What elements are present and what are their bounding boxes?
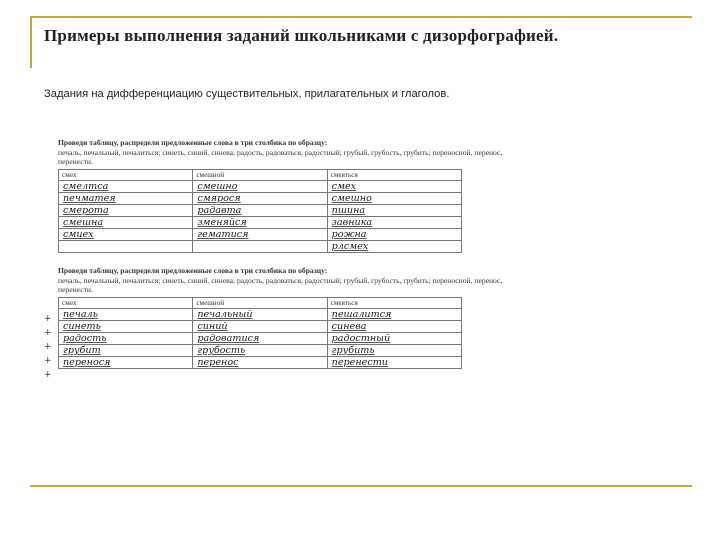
table-row-overflow bbox=[59, 240, 462, 252]
table-cell: пешалится bbox=[327, 308, 461, 320]
column-header: смеяться bbox=[327, 169, 461, 180]
table-cell: смешно bbox=[193, 180, 327, 192]
slide-subtitle: Задания на дифференциацию существительных, прилагательных и глаголов. bbox=[44, 88, 450, 100]
table-cell: перенося bbox=[59, 356, 193, 368]
worksheet-table bbox=[58, 297, 462, 369]
table-cell: радость bbox=[59, 332, 193, 344]
table-cell: радавта bbox=[193, 204, 327, 216]
table-row bbox=[59, 228, 462, 240]
worksheet-scan-1 bbox=[58, 138, 518, 253]
table-cell: синева bbox=[327, 320, 461, 332]
table-cell: пшина bbox=[327, 204, 461, 216]
table-cell: радоватися bbox=[193, 332, 327, 344]
table-cell: грубить bbox=[327, 344, 461, 356]
slide-title: Примеры выполнения заданий школьниками с дизорфографией. bbox=[44, 26, 559, 45]
frame-bottom-border bbox=[30, 485, 692, 487]
table-cell: перенести bbox=[327, 356, 461, 368]
table-cell: печматея bbox=[59, 192, 193, 204]
table-row bbox=[59, 308, 462, 320]
table-cell: смерота bbox=[59, 204, 193, 216]
table-cell: перенос bbox=[193, 356, 327, 368]
table-cell bbox=[59, 240, 193, 252]
worksheet-scan-2 bbox=[44, 266, 518, 380]
table-cell: гематися bbox=[193, 228, 327, 240]
column-header: смех bbox=[59, 169, 193, 180]
table-row bbox=[59, 344, 462, 356]
table-cell: радостный bbox=[327, 332, 461, 344]
table-header-row bbox=[59, 169, 462, 180]
column-header: смех bbox=[59, 297, 193, 308]
instruction-word-list: печаль, печальный, печалиться; синеть, синий, синева; радость, радоваться, радостный; грубый, грубость, грубить; переносной, перенос, перенести. bbox=[58, 275, 503, 295]
table-cell: грубит bbox=[59, 344, 193, 356]
table-cell: печаль bbox=[59, 308, 193, 320]
table-cell bbox=[193, 240, 327, 252]
instruction-lead: Проведи таблицу, распредели предложенные слова в три столбика по образцу: bbox=[58, 266, 328, 275]
table-cell: синеть bbox=[59, 320, 193, 332]
table-row bbox=[59, 180, 462, 192]
instruction-lead: Проведи таблицу, распредели предложенные слова в три столбика по образцу: bbox=[58, 138, 328, 147]
table-row bbox=[59, 320, 462, 332]
worksheet-instruction bbox=[58, 266, 518, 295]
table-row bbox=[59, 356, 462, 368]
column-header: смешной bbox=[193, 169, 327, 180]
worksheet-table bbox=[58, 169, 462, 253]
table-cell: смярося bbox=[193, 192, 327, 204]
table-row bbox=[59, 216, 462, 228]
column-header: смешной bbox=[193, 297, 327, 308]
table-cell: смех bbox=[327, 180, 461, 192]
frame-left-border bbox=[30, 16, 32, 68]
table-cell: рлсмех bbox=[327, 240, 461, 252]
table-row bbox=[59, 332, 462, 344]
instruction-word-list: печаль, печальный, печалиться; синеть, синий, синева; радость, радоваться, радостный; грубый, грубость, грубить; переносной, перенос, перенести. bbox=[58, 147, 503, 167]
table-cell: завника bbox=[327, 216, 461, 228]
table-cell: синий bbox=[193, 320, 327, 332]
worksheet-instruction bbox=[58, 138, 518, 167]
table-cell: зменяйся bbox=[193, 216, 327, 228]
margin-marks: + + + + + bbox=[44, 314, 52, 380]
table-header-row bbox=[59, 297, 462, 308]
table-row bbox=[59, 204, 462, 216]
frame-top-border bbox=[30, 16, 692, 18]
table-cell: печальный bbox=[193, 308, 327, 320]
table-cell: грубость bbox=[193, 344, 327, 356]
table-cell: смиех bbox=[59, 228, 193, 240]
table-cell: рожна bbox=[327, 228, 461, 240]
table-cell: смешна bbox=[59, 216, 193, 228]
column-header: смеяться bbox=[327, 297, 461, 308]
table-row bbox=[59, 192, 462, 204]
table-cell: смелтса bbox=[59, 180, 193, 192]
table-cell: смешно bbox=[327, 192, 461, 204]
